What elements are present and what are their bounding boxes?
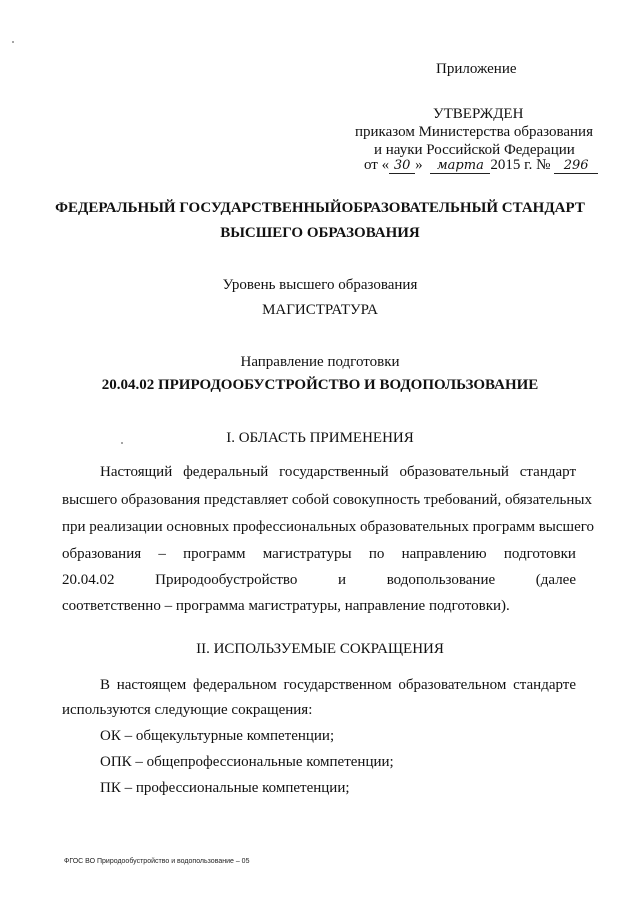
date-prefix: от « [364,157,390,173]
direction-value: 20.04.02 ПРИРОДООБУСТРОЙСТВО И ВОДОПОЛЬЗОВАНИЕ [101,377,539,393]
word: федеральном [192,677,277,693]
date-day: 30 [389,159,415,174]
section-2-line-1 [100,677,576,694]
abbreviation-item-opk: ОПК – общепрофессиональные компетенции; [100,754,394,770]
approved-label: УТВЕРЖДЕН [433,106,524,122]
word: государственном [283,677,392,693]
word: – [158,546,166,562]
section-1-line-6: соответственно – программа магистратуры, направление подготовки). [62,598,510,614]
word: стандарт [519,464,576,480]
appendix-label: Приложение [436,61,517,77]
word: государственный [279,464,389,480]
order-number: 296 [554,159,598,174]
scan-speck [121,442,123,444]
scan-speck [12,41,14,43]
word: и [338,572,347,588]
section-1-heading: I. ОБЛАСТЬ ПРИМЕНЕНИЯ [226,430,414,446]
section-1-line-3: при реализации основных профессиональных образовательных программ высшего [62,519,595,535]
abbreviation-item-ok: ОК – общекультурные компетенции; [100,728,335,744]
word: Настоящий [100,464,173,480]
title-line-2: ВЫСШЕГО ОБРАЗОВАНИЯ [220,225,420,241]
word: подготовки [503,546,576,562]
order-line-2: и науки Российской Федерации [374,142,575,158]
word: стандарте [513,677,576,693]
date-year: 2015 г. № [490,157,551,173]
word: программ [183,546,246,562]
abbreviation-item-pk: ПК – профессиональные компетенции; [100,780,350,796]
date-month: марта [430,159,490,174]
word: магистратуры [262,546,352,562]
section-1-line-2: высшего образования представляет собой совокупность требований, обязательных [62,492,592,508]
word: В [100,677,111,693]
word: направлению [401,546,487,562]
section-1-line-5 [62,572,576,589]
order-date-line [364,157,598,174]
section-1-line-4 [62,546,576,563]
word: водопользование [386,572,496,588]
word: федеральный [183,464,269,480]
word: Природообустройство [155,572,298,588]
level-label: Уровень высшего образования [222,277,418,293]
section-2-heading: II. ИСПОЛЬЗУЕМЫЕ СОКРАЩЕНИЯ [196,641,444,657]
section-1-line-1 [100,464,576,481]
word: образования [62,546,142,562]
word: (далее [535,572,576,588]
word: по [368,546,385,562]
section-2-line-2: используются следующие сокращения: [62,702,313,718]
date-mid: » [415,157,423,173]
title-line-1: ФЕДЕРАЛЬНЫЙ ГОСУДАРСТВЕННЫЙОБРАЗОВАТЕЛЬНЫЙ СТАНДАРТ [55,200,585,216]
level-value: МАГИСТРАТУРА [262,302,378,318]
word: образовательном [398,677,507,693]
word: образовательный [399,464,509,480]
direction-label: Направление подготовки [240,354,400,370]
page-footer: ФГОС ВО Природообустройство и водопользование – 05 [64,858,250,865]
order-line-1: приказом Министерства образования [355,124,593,140]
word: 20.04.02 [62,572,115,588]
word: настоящем [116,677,187,693]
